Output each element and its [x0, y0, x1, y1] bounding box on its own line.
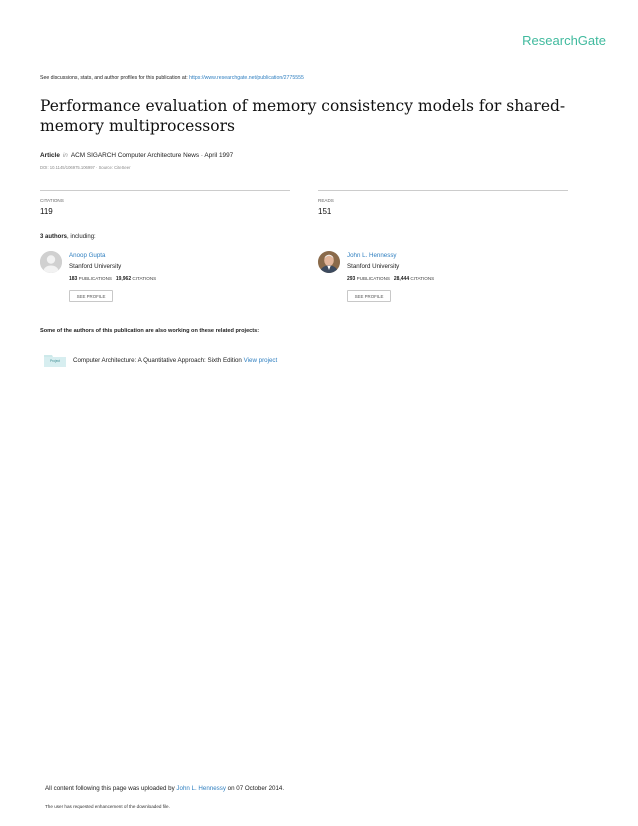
- upload-suffix: on 07 October 2014.: [225, 785, 285, 792]
- author-institution: Stanford University: [347, 263, 400, 270]
- portrait-photo[interactable]: [318, 251, 340, 273]
- citations-label: CITATIONS: [40, 198, 64, 203]
- author-stats: [69, 276, 156, 282]
- author-card: [40, 251, 300, 311]
- reads-label: READS: [318, 198, 334, 203]
- enhancement-note: The user has requested enhancement of the downloaded file.: [45, 804, 170, 809]
- publication-meta: [40, 152, 233, 159]
- discussion-line: [40, 75, 304, 81]
- publication-venue: ACM SIGARCH Computer Architecture News · April 1997: [70, 152, 234, 159]
- publications-count: 293: [347, 276, 356, 282]
- publication-url-link[interactable]: https://www.researchgate.net/publication/2775555: [189, 75, 304, 81]
- publication-type: Article: [40, 152, 60, 159]
- in-word: in: [62, 152, 68, 159]
- researchgate-logo[interactable]: ResearchGate: [522, 33, 606, 48]
- authors-heading: [40, 234, 96, 240]
- uploader-link[interactable]: John L. Hennessy: [176, 785, 226, 792]
- projects-heading: Some of the authors of this publication are also working on these related projects:: [40, 328, 260, 334]
- citations-value: 119: [40, 207, 53, 216]
- publications-count: 183: [69, 276, 78, 282]
- author-card: [318, 251, 578, 311]
- upload-prefix: All content following this page was uploaded by: [45, 785, 177, 792]
- see-profile-button[interactable]: SEE PROFILE: [347, 290, 391, 302]
- project-item: [73, 357, 277, 364]
- project-icon: [43, 354, 67, 368]
- citations-label: CITATIONS: [132, 276, 157, 281]
- author-stats: [347, 276, 434, 282]
- publication-title: Performance evaluation of memory consistency models for shared-memory multiprocessors: [40, 97, 566, 135]
- view-project-link[interactable]: View project: [243, 357, 278, 364]
- authors-count: 3 authors: [40, 234, 68, 240]
- author-name-link[interactable]: Anoop Gupta: [69, 252, 106, 259]
- reads-divider: [318, 190, 568, 191]
- project-icon-label: Project: [50, 359, 60, 363]
- publications-label: PUBLICATIONS: [78, 276, 112, 281]
- authors-suffix: , including:: [67, 234, 96, 240]
- citations-count: 28,444: [393, 276, 410, 282]
- author-name-link[interactable]: John L. Hennessy: [347, 252, 397, 259]
- author-institution: Stanford University: [69, 263, 122, 270]
- upload-note: [45, 785, 284, 792]
- default-avatar-icon[interactable]: [40, 251, 62, 273]
- see-profile-button[interactable]: SEE PROFILE: [69, 290, 113, 302]
- doi-line: DOI: 10.1145/106975.106997 · Source: CiteSeer: [40, 165, 131, 170]
- reads-value: 151: [318, 207, 332, 216]
- citations-count: 19,962: [115, 276, 132, 282]
- publications-label: PUBLICATIONS: [356, 276, 390, 281]
- discussion-prefix: See discussions, stats, and author profiles for this publication at:: [40, 75, 190, 81]
- citations-label: CITATIONS: [410, 276, 435, 281]
- citations-divider: [40, 190, 290, 191]
- project-title: Computer Architecture: A Quantitative Approach: Sixth Edition: [73, 357, 242, 364]
